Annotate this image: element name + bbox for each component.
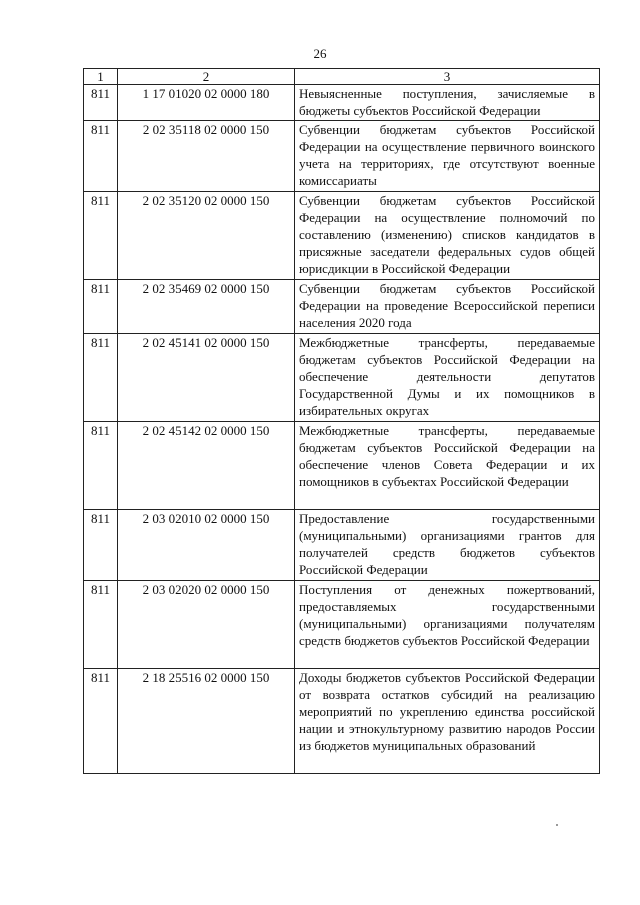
revenue-code-cell: 2 03 02010 02 0000 150: [118, 510, 295, 581]
table-row: [84, 192, 600, 280]
revenue-name-cell: Субвенции бюджетам субъектов Российской Федерации на проведение Всероссийской переписи населения 2020 года: [295, 280, 600, 334]
revenue-code-cell: 2 02 45142 02 0000 150: [118, 422, 295, 510]
admin-code-cell: 811: [84, 85, 118, 121]
revenue-code-cell: 1 17 01020 02 0000 180: [118, 85, 295, 121]
column-header-1: 1: [84, 69, 118, 85]
budget-classification-table: [83, 68, 600, 774]
revenue-name-cell: Субвенции бюджетам субъектов Российской Федерации на осуществление полномочий по составлению (изменению) списков кандидатов в присяжные заседатели федеральных судов общей юрисдикции в Российской Федерации: [295, 192, 600, 280]
admin-code-cell: 811: [84, 422, 118, 510]
table-body: [84, 85, 600, 774]
revenue-name-cell: Доходы бюджетов субъектов Российской Федерации от возврата остатков субсидий на реализацию мероприятий по укреплению единства российской нации и этнокультурному развитию народов России из бюджетов муниципальных образований: [295, 669, 600, 774]
revenue-name-cell: Поступления от денежных пожертвований, предоставляемых государственными (муниципальными) организациями получателям средств бюджетов субъектов Российской Федерации: [295, 581, 600, 669]
admin-code-cell: 811: [84, 192, 118, 280]
admin-code-cell: 811: [84, 669, 118, 774]
table-row: [84, 85, 600, 121]
table-row: [84, 669, 600, 774]
revenue-code-cell: 2 18 25516 02 0000 150: [118, 669, 295, 774]
revenue-code-cell: 2 02 45141 02 0000 150: [118, 334, 295, 422]
admin-code-cell: 811: [84, 280, 118, 334]
table-row: [84, 334, 600, 422]
revenue-name-cell: Субвенции бюджетам субъектов Российской Федерации на осуществление первичного воинского учета на территориях, где отсутствуют военные комиссариаты: [295, 121, 600, 192]
table-row: [84, 121, 600, 192]
revenue-name-cell: Межбюджетные трансферты, передаваемые бюджетам субъектов Российской Федерации на обеспечение членов Совета Федерации и их помощников в субъектах Российской Федерации: [295, 422, 600, 510]
revenue-code-cell: 2 02 35120 02 0000 150: [118, 192, 295, 280]
revenue-name-cell: Невыясненные поступления, зачисляемые в бюджеты субъектов Российской Федерации: [295, 85, 600, 121]
revenue-name-cell: Межбюджетные трансферты, передаваемые бюджетам субъектов Российской Федерации на обеспечение деятельности депутатов Государственной Думы и их помощников в избирательных округах: [295, 334, 600, 422]
admin-code-cell: 811: [84, 121, 118, 192]
scan-artifact-dot: [556, 824, 558, 826]
column-header-3: 3: [295, 69, 600, 85]
page-number: 26: [313, 46, 327, 61]
admin-code-cell: 811: [84, 581, 118, 669]
admin-code-cell: 811: [84, 334, 118, 422]
revenue-code-cell: 2 02 35469 02 0000 150: [118, 280, 295, 334]
table-row: [84, 581, 600, 669]
table-header: [84, 69, 600, 85]
column-header-2: 2: [118, 69, 295, 85]
table-row: [84, 280, 600, 334]
revenue-code-cell: 2 03 02020 02 0000 150: [118, 581, 295, 669]
admin-code-cell: 811: [84, 510, 118, 581]
table-row: [84, 510, 600, 581]
revenue-name-cell: Предоставление государственными (муниципальными) организациями грантов для получателей средств бюджетов субъектов Российской Федерации: [295, 510, 600, 581]
revenue-code-cell: 2 02 35118 02 0000 150: [118, 121, 295, 192]
header-row: [84, 69, 600, 85]
table-row: [84, 422, 600, 510]
